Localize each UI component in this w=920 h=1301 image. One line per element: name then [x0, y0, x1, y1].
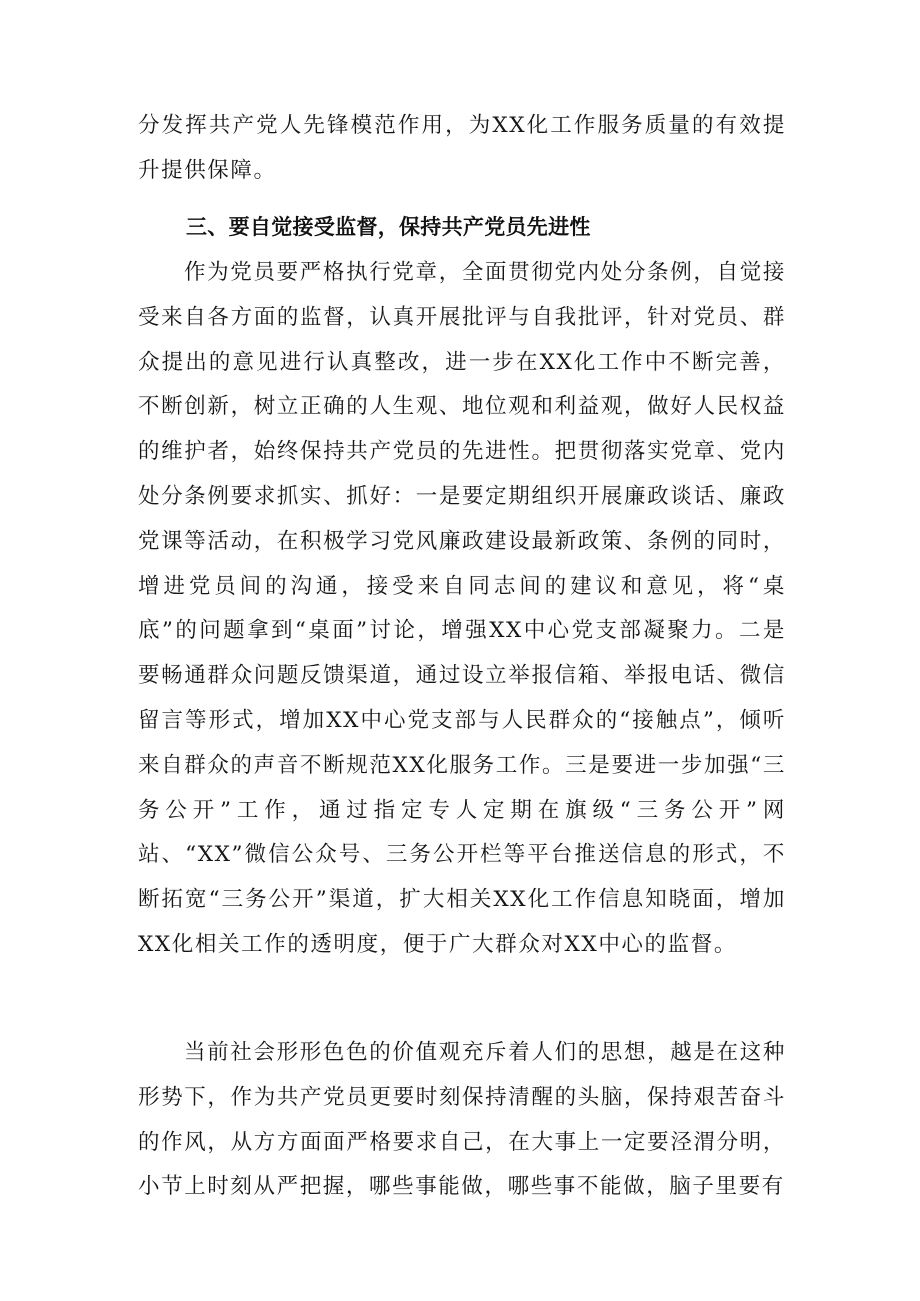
body-block-2 [138, 1031, 786, 1210]
continuation-paragraph: 分发挥共产党人先锋模范作用，为XX化工作服务质量的有效提升提供保障。 [138, 113, 786, 183]
body-block-1 [138, 251, 786, 968]
body-paragraph-1: 作为党员要严格执行党章，全面贯彻党内处分条例，自觉接受来自各方面的监督，认真开展批评与自我批评，针对党员、群众提出的意见进行认真整改，进一步在XX化工作中不断完善，不断创新，树立正确的人生观、地位观和利益观，做好人民权益的维护者，始终保持共产党员的先进性。把贯彻落实党章、党内处分条例要求抓实、抓好：一是要定期组织开展廉政谈话、廉政党课等活动，在积极学习党风廉政建设最新政策、条例的同时，增进党员间的沟通，接受来自同志间的建议和意见，将“桌底”的问题拿到“桌面”讨论，增强XX中心党支部凝聚力。二是要畅通群众问题反馈渠道，通过设立举报信箱、举报电话、微信留言等形式，增加XX中心党支部与人民群众的“接触点”，倾听来自群众的声音不断规范XX化服务工作。三是要进一步加强“三务公开”工作，通过指定专人定期在旗级“三务公开”网站、“XX”微信公众号、三务公开栏等平台推送信息的形式，不断拓宽“三务公开”渠道，扩大相关XX化工作信息知晓面，增加XX化相关工作的透明度，便于广大群众对XX中心的监督。 [138, 260, 786, 957]
continuation-block [138, 104, 786, 194]
section-heading: 三、要自觉接受监督，保持共产党员先进性 [186, 215, 591, 239]
body-paragraph-2: 当前社会形形色色的价值观充斥着人们的思想，越是在这种形势下，作为共产党员更要时刻保持清醒的头脑，保持艰苦奋斗的作风，从方方面面严格要求自己，在大事上一定要泾渭分明，小节上时刻从严把握，哪些事能做，哪些事不能做，脑子里要有 [138, 1040, 786, 1200]
